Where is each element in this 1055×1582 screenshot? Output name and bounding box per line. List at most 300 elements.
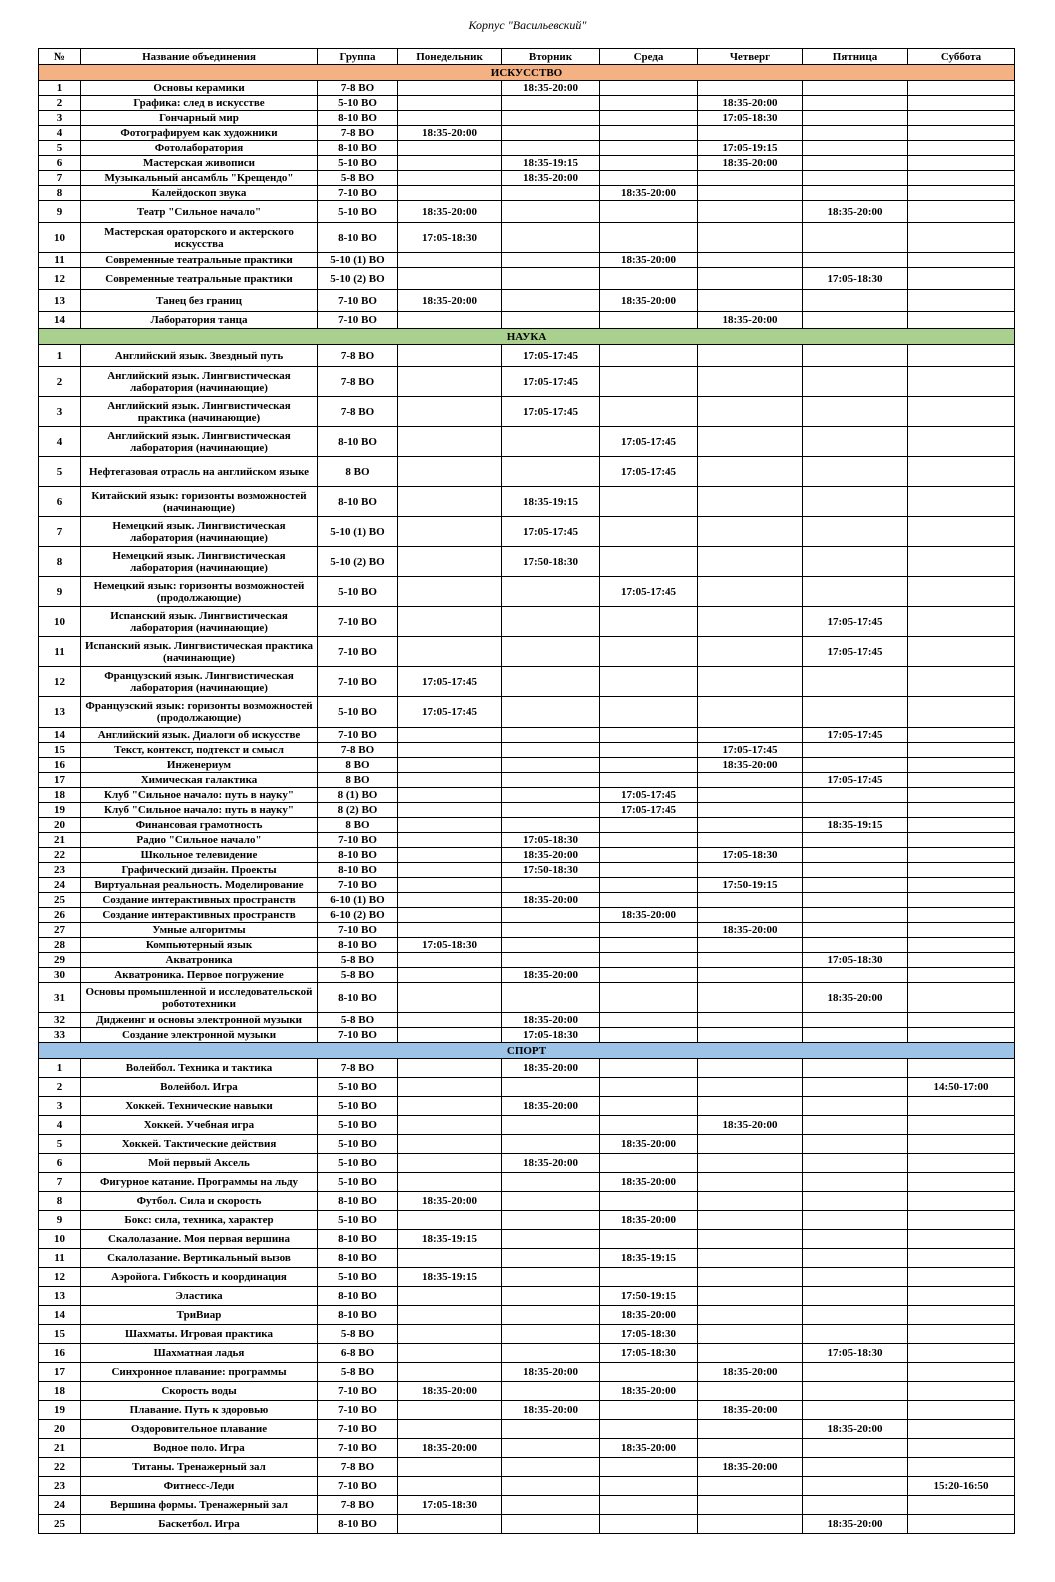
- table-row: [39, 953, 1015, 968]
- cell-wed: [600, 1097, 698, 1116]
- cell-wed: [600, 81, 698, 96]
- cell-sat: [908, 1059, 1015, 1078]
- cell-sat: [908, 1363, 1015, 1382]
- cell-name: Фотолаборатория: [81, 141, 318, 156]
- cell-mon: [398, 1287, 502, 1306]
- cell-wed: [600, 1515, 698, 1534]
- cell-sat: [908, 577, 1015, 607]
- cell-mon: [398, 983, 502, 1013]
- cell-mon: 17:05-18:30: [398, 1496, 502, 1515]
- cell-wed: [600, 848, 698, 863]
- cell-name: Фигурное катание. Программы на льду: [81, 1173, 318, 1192]
- cell-name: Компьютерный язык: [81, 938, 318, 953]
- cell-group: 7-8 ВО: [318, 345, 398, 367]
- cell-thu: [698, 290, 803, 312]
- cell-thu: [698, 1097, 803, 1116]
- cell-fri: [803, 290, 908, 312]
- cell-wed: [600, 728, 698, 743]
- cell-name: Создание интерактивных пространств: [81, 893, 318, 908]
- cell-fri: 17:05-17:45: [803, 728, 908, 743]
- cell-fri: [803, 803, 908, 818]
- section-title: ИСКУССТВО: [39, 65, 1015, 81]
- cell-name: Калейдоскоп звука: [81, 186, 318, 201]
- cell-sat: [908, 141, 1015, 156]
- cell-group: 8-10 ВО: [318, 1306, 398, 1325]
- cell-num: 12: [39, 667, 81, 697]
- cell-tue: [502, 803, 600, 818]
- table-row: [39, 938, 1015, 953]
- cell-group: 8-10 ВО: [318, 863, 398, 878]
- cell-fri: [803, 1192, 908, 1211]
- cell-name: ТриВиар: [81, 1306, 318, 1325]
- cell-sat: [908, 1306, 1015, 1325]
- cell-group: 6-10 (2) ВО: [318, 908, 398, 923]
- cell-thu: [698, 788, 803, 803]
- cell-fri: [803, 223, 908, 253]
- cell-num: 27: [39, 923, 81, 938]
- cell-sat: [908, 923, 1015, 938]
- table-row: [39, 848, 1015, 863]
- cell-wed: 17:05-17:45: [600, 457, 698, 487]
- cell-tue: [502, 637, 600, 667]
- table-row: [39, 1154, 1015, 1173]
- cell-sat: [908, 773, 1015, 788]
- cell-group: 7-10 ВО: [318, 1401, 398, 1420]
- cell-mon: [398, 818, 502, 833]
- cell-wed: [600, 1192, 698, 1211]
- cell-num: 18: [39, 788, 81, 803]
- header-thursday: Четверг: [698, 49, 803, 65]
- cell-num: 12: [39, 268, 81, 290]
- cell-num: 1: [39, 81, 81, 96]
- cell-thu: [698, 517, 803, 547]
- cell-mon: [398, 171, 502, 186]
- cell-name: Эластика: [81, 1287, 318, 1306]
- cell-mon: 17:05-17:45: [398, 667, 502, 697]
- cell-fri: [803, 1028, 908, 1043]
- cell-mon: [398, 1420, 502, 1439]
- cell-thu: 18:35-20:00: [698, 758, 803, 773]
- cell-mon: [398, 1515, 502, 1534]
- cell-mon: 18:35-20:00: [398, 201, 502, 223]
- cell-num: 22: [39, 848, 81, 863]
- table-row: [39, 1363, 1015, 1382]
- cell-wed: [600, 96, 698, 111]
- cell-group: 7-10 ВО: [318, 637, 398, 667]
- cell-num: 1: [39, 345, 81, 367]
- cell-sat: [908, 893, 1015, 908]
- cell-thu: [698, 1268, 803, 1287]
- cell-name: Баскетбол. Игра: [81, 1515, 318, 1534]
- cell-group: 8 ВО: [318, 773, 398, 788]
- cell-fri: 17:05-18:30: [803, 268, 908, 290]
- cell-mon: [398, 1363, 502, 1382]
- table-row: [39, 697, 1015, 728]
- cell-num: 2: [39, 96, 81, 111]
- cell-tue: [502, 253, 600, 268]
- cell-thu: 17:05-19:15: [698, 141, 803, 156]
- table-row: [39, 397, 1015, 427]
- cell-tue: [502, 1477, 600, 1496]
- cell-thu: [698, 953, 803, 968]
- cell-fri: [803, 863, 908, 878]
- cell-tue: [502, 728, 600, 743]
- cell-fri: [803, 908, 908, 923]
- cell-num: 4: [39, 1116, 81, 1135]
- cell-num: 15: [39, 1325, 81, 1344]
- cell-thu: [698, 1477, 803, 1496]
- table-row: [39, 345, 1015, 367]
- cell-name: Волейбол. Игра: [81, 1078, 318, 1097]
- cell-mon: 18:35-20:00: [398, 126, 502, 141]
- cell-group: 5-10 (1) ВО: [318, 253, 398, 268]
- cell-tue: [502, 818, 600, 833]
- section-row: [39, 1043, 1015, 1059]
- header-num: №: [39, 49, 81, 65]
- cell-name: Лаборатория танца: [81, 312, 318, 329]
- cell-name: Хоккей. Технические навыки: [81, 1097, 318, 1116]
- table-row: [39, 96, 1015, 111]
- cell-tue: [502, 577, 600, 607]
- cell-tue: 17:05-18:30: [502, 833, 600, 848]
- cell-fri: [803, 1249, 908, 1268]
- cell-group: 5-10 ВО: [318, 1211, 398, 1230]
- cell-sat: [908, 1344, 1015, 1363]
- cell-tue: [502, 1439, 600, 1458]
- cell-wed: [600, 1230, 698, 1249]
- cell-wed: 17:05-17:45: [600, 577, 698, 607]
- table-row: [39, 223, 1015, 253]
- cell-name: Акватроника. Первое погружение: [81, 968, 318, 983]
- cell-sat: [908, 743, 1015, 758]
- cell-mon: [398, 878, 502, 893]
- cell-fri: 17:05-18:30: [803, 1344, 908, 1363]
- cell-thu: [698, 1173, 803, 1192]
- cell-wed: 18:35-20:00: [600, 908, 698, 923]
- cell-thu: [698, 1230, 803, 1249]
- cell-tue: 18:35-20:00: [502, 1401, 600, 1420]
- cell-name: Школьное телевидение: [81, 848, 318, 863]
- cell-thu: [698, 171, 803, 186]
- cell-num: 24: [39, 1496, 81, 1515]
- cell-wed: [600, 1477, 698, 1496]
- cell-mon: [398, 833, 502, 848]
- cell-wed: 17:50-19:15: [600, 1287, 698, 1306]
- cell-mon: [398, 312, 502, 329]
- cell-sat: [908, 1401, 1015, 1420]
- cell-tue: [502, 186, 600, 201]
- cell-sat: [908, 186, 1015, 201]
- cell-mon: [398, 968, 502, 983]
- cell-thu: [698, 201, 803, 223]
- cell-num: 26: [39, 908, 81, 923]
- cell-sat: [908, 983, 1015, 1013]
- cell-num: 7: [39, 517, 81, 547]
- table-row: [39, 818, 1015, 833]
- cell-mon: [398, 773, 502, 788]
- cell-sat: [908, 1268, 1015, 1287]
- table-row: [39, 253, 1015, 268]
- cell-mon: [398, 923, 502, 938]
- cell-group: 7-10 ВО: [318, 923, 398, 938]
- cell-group: 8 (1) ВО: [318, 788, 398, 803]
- cell-thu: [698, 863, 803, 878]
- cell-group: 8 ВО: [318, 457, 398, 487]
- cell-num: 19: [39, 1401, 81, 1420]
- cell-sat: [908, 1496, 1015, 1515]
- cell-tue: [502, 607, 600, 637]
- cell-name: Гончарный мир: [81, 111, 318, 126]
- cell-name: Аэройога. Гибкость и координация: [81, 1268, 318, 1287]
- cell-mon: [398, 1344, 502, 1363]
- cell-group: 5-10 ВО: [318, 577, 398, 607]
- cell-num: 8: [39, 1192, 81, 1211]
- table-row: [39, 758, 1015, 773]
- cell-tue: [502, 758, 600, 773]
- cell-wed: [600, 983, 698, 1013]
- section-title: НАУКА: [39, 329, 1015, 345]
- cell-thu: 18:35-20:00: [698, 96, 803, 111]
- cell-wed: [600, 743, 698, 758]
- cell-group: 5-10 (1) ВО: [318, 517, 398, 547]
- cell-sat: [908, 818, 1015, 833]
- table-row: [39, 788, 1015, 803]
- cell-mon: [398, 517, 502, 547]
- cell-sat: [908, 968, 1015, 983]
- cell-num: 10: [39, 223, 81, 253]
- cell-sat: [908, 1013, 1015, 1028]
- cell-fri: [803, 1287, 908, 1306]
- cell-wed: [600, 1268, 698, 1287]
- cell-mon: [398, 577, 502, 607]
- table-row: [39, 1230, 1015, 1249]
- cell-sat: [908, 1458, 1015, 1477]
- cell-name: Испанский язык. Лингвистическая практика (начинающие): [81, 637, 318, 667]
- cell-num: 17: [39, 1363, 81, 1382]
- cell-name: Финансовая грамотность: [81, 818, 318, 833]
- cell-sat: [908, 268, 1015, 290]
- cell-group: 7-10 ВО: [318, 290, 398, 312]
- cell-num: 9: [39, 1211, 81, 1230]
- cell-sat: [908, 1382, 1015, 1401]
- cell-num: 14: [39, 728, 81, 743]
- cell-thu: [698, 1249, 803, 1268]
- cell-thu: [698, 637, 803, 667]
- cell-group: 5-10 ВО: [318, 1268, 398, 1287]
- cell-mon: [398, 268, 502, 290]
- cell-thu: [698, 1135, 803, 1154]
- table-row: [39, 1477, 1015, 1496]
- cell-fri: [803, 517, 908, 547]
- cell-thu: [698, 268, 803, 290]
- cell-num: 6: [39, 156, 81, 171]
- cell-num: 6: [39, 487, 81, 517]
- cell-fri: [803, 667, 908, 697]
- table-row: [39, 893, 1015, 908]
- cell-group: 5-8 ВО: [318, 1363, 398, 1382]
- cell-sat: [908, 1515, 1015, 1534]
- cell-mon: 18:35-19:15: [398, 1268, 502, 1287]
- cell-mon: [398, 547, 502, 577]
- cell-sat: [908, 1420, 1015, 1439]
- cell-thu: [698, 983, 803, 1013]
- cell-fri: 18:35-20:00: [803, 201, 908, 223]
- cell-thu: [698, 1515, 803, 1534]
- cell-fri: [803, 577, 908, 607]
- cell-fri: [803, 156, 908, 171]
- cell-sat: [908, 953, 1015, 968]
- section-row: [39, 329, 1015, 345]
- cell-fri: [803, 1306, 908, 1325]
- cell-thu: [698, 1344, 803, 1363]
- cell-num: 3: [39, 111, 81, 126]
- cell-wed: [600, 1078, 698, 1097]
- cell-sat: [908, 1173, 1015, 1192]
- cell-fri: [803, 1458, 908, 1477]
- cell-sat: [908, 908, 1015, 923]
- cell-wed: [600, 1363, 698, 1382]
- cell-group: 8-10 ВО: [318, 111, 398, 126]
- cell-thu: [698, 803, 803, 818]
- cell-group: 7-10 ВО: [318, 1028, 398, 1043]
- schedule-body: [39, 65, 1015, 1534]
- cell-group: 8-10 ВО: [318, 141, 398, 156]
- cell-name: Создание электронной музыки: [81, 1028, 318, 1043]
- cell-fri: [803, 758, 908, 773]
- cell-num: 15: [39, 743, 81, 758]
- cell-mon: 17:05-18:30: [398, 938, 502, 953]
- cell-wed: 18:35-19:15: [600, 1249, 698, 1268]
- header-saturday: Суббота: [908, 49, 1015, 65]
- cell-tue: [502, 878, 600, 893]
- cell-sat: 15:20-16:50: [908, 1477, 1015, 1496]
- cell-group: 7-10 ВО: [318, 1382, 398, 1401]
- cell-fri: 18:35-20:00: [803, 1420, 908, 1439]
- cell-thu: [698, 457, 803, 487]
- header-name: Название объединения: [81, 49, 318, 65]
- cell-num: 25: [39, 1515, 81, 1534]
- cell-fri: [803, 743, 908, 758]
- cell-mon: [398, 728, 502, 743]
- cell-fri: [803, 1211, 908, 1230]
- cell-wed: [600, 367, 698, 397]
- cell-tue: [502, 201, 600, 223]
- cell-tue: 17:05-17:45: [502, 397, 600, 427]
- cell-name: Французский язык. Лингвистическая лаборатория (начинающие): [81, 667, 318, 697]
- cell-thu: [698, 908, 803, 923]
- table-row: [39, 427, 1015, 457]
- table-row: [39, 1059, 1015, 1078]
- cell-mon: [398, 1116, 502, 1135]
- cell-fri: [803, 96, 908, 111]
- table-row: [39, 1028, 1015, 1043]
- cell-thu: 17:05-18:30: [698, 848, 803, 863]
- cell-tue: [502, 126, 600, 141]
- cell-name: Бокс: сила, техника, характер: [81, 1211, 318, 1230]
- cell-num: 7: [39, 171, 81, 186]
- cell-wed: [600, 126, 698, 141]
- cell-group: 5-10 (2) ВО: [318, 547, 398, 577]
- cell-tue: 18:35-19:15: [502, 156, 600, 171]
- cell-mon: 18:35-20:00: [398, 1382, 502, 1401]
- table-row: [39, 577, 1015, 607]
- cell-num: 22: [39, 1458, 81, 1477]
- cell-thu: 18:35-20:00: [698, 1116, 803, 1135]
- cell-fri: [803, 1078, 908, 1097]
- cell-name: Фитнесс-Леди: [81, 1477, 318, 1496]
- cell-num: 20: [39, 818, 81, 833]
- cell-name: Немецкий язык. Лингвистическая лаборатория (начинающие): [81, 547, 318, 577]
- cell-sat: [908, 1211, 1015, 1230]
- cell-name: Клуб "Сильное начало: путь в науку": [81, 788, 318, 803]
- cell-wed: [600, 1154, 698, 1173]
- cell-thu: [698, 186, 803, 201]
- table-row: [39, 1401, 1015, 1420]
- cell-tue: [502, 1325, 600, 1344]
- cell-mon: [398, 758, 502, 773]
- cell-mon: [398, 253, 502, 268]
- cell-sat: [908, 1116, 1015, 1135]
- cell-thu: [698, 1013, 803, 1028]
- cell-tue: 18:35-20:00: [502, 893, 600, 908]
- cell-mon: 17:05-17:45: [398, 697, 502, 728]
- cell-mon: [398, 1458, 502, 1477]
- cell-name: Английский язык. Лингвистическая лаборатория (начинающие): [81, 367, 318, 397]
- cell-thu: 17:05-17:45: [698, 743, 803, 758]
- cell-thu: [698, 1059, 803, 1078]
- cell-wed: 18:35-20:00: [600, 253, 698, 268]
- cell-tue: 17:05-17:45: [502, 345, 600, 367]
- cell-sat: [908, 1135, 1015, 1154]
- cell-num: 5: [39, 457, 81, 487]
- cell-wed: [600, 1458, 698, 1477]
- cell-sat: [908, 758, 1015, 773]
- table-row: [39, 290, 1015, 312]
- cell-name: Мой первый Аксель: [81, 1154, 318, 1173]
- cell-wed: 18:35-20:00: [600, 1173, 698, 1192]
- cell-num: 4: [39, 427, 81, 457]
- cell-thu: [698, 547, 803, 577]
- cell-group: 7-10 ВО: [318, 1420, 398, 1439]
- cell-name: Хоккей. Тактические действия: [81, 1135, 318, 1154]
- cell-mon: [398, 1028, 502, 1043]
- cell-tue: [502, 312, 600, 329]
- cell-fri: [803, 1363, 908, 1382]
- cell-tue: [502, 1230, 600, 1249]
- cell-group: 6-10 (1) ВО: [318, 893, 398, 908]
- cell-wed: [600, 1420, 698, 1439]
- cell-name: Фотографируем как художники: [81, 126, 318, 141]
- cell-num: 2: [39, 367, 81, 397]
- cell-thu: [698, 1211, 803, 1230]
- cell-group: 7-10 ВО: [318, 312, 398, 329]
- cell-tue: [502, 667, 600, 697]
- cell-name: Синхронное плавание: программы: [81, 1363, 318, 1382]
- cell-num: 1: [39, 1059, 81, 1078]
- cell-fri: [803, 1268, 908, 1287]
- cell-wed: [600, 268, 698, 290]
- cell-group: 5-10 ВО: [318, 1135, 398, 1154]
- cell-fri: 17:05-17:45: [803, 637, 908, 667]
- cell-num: 31: [39, 983, 81, 1013]
- cell-tue: [502, 1078, 600, 1097]
- cell-sat: [908, 1287, 1015, 1306]
- cell-thu: [698, 223, 803, 253]
- cell-group: 5-10 ВО: [318, 1078, 398, 1097]
- cell-num: 14: [39, 1306, 81, 1325]
- cell-mon: [398, 1401, 502, 1420]
- table-row: [39, 517, 1015, 547]
